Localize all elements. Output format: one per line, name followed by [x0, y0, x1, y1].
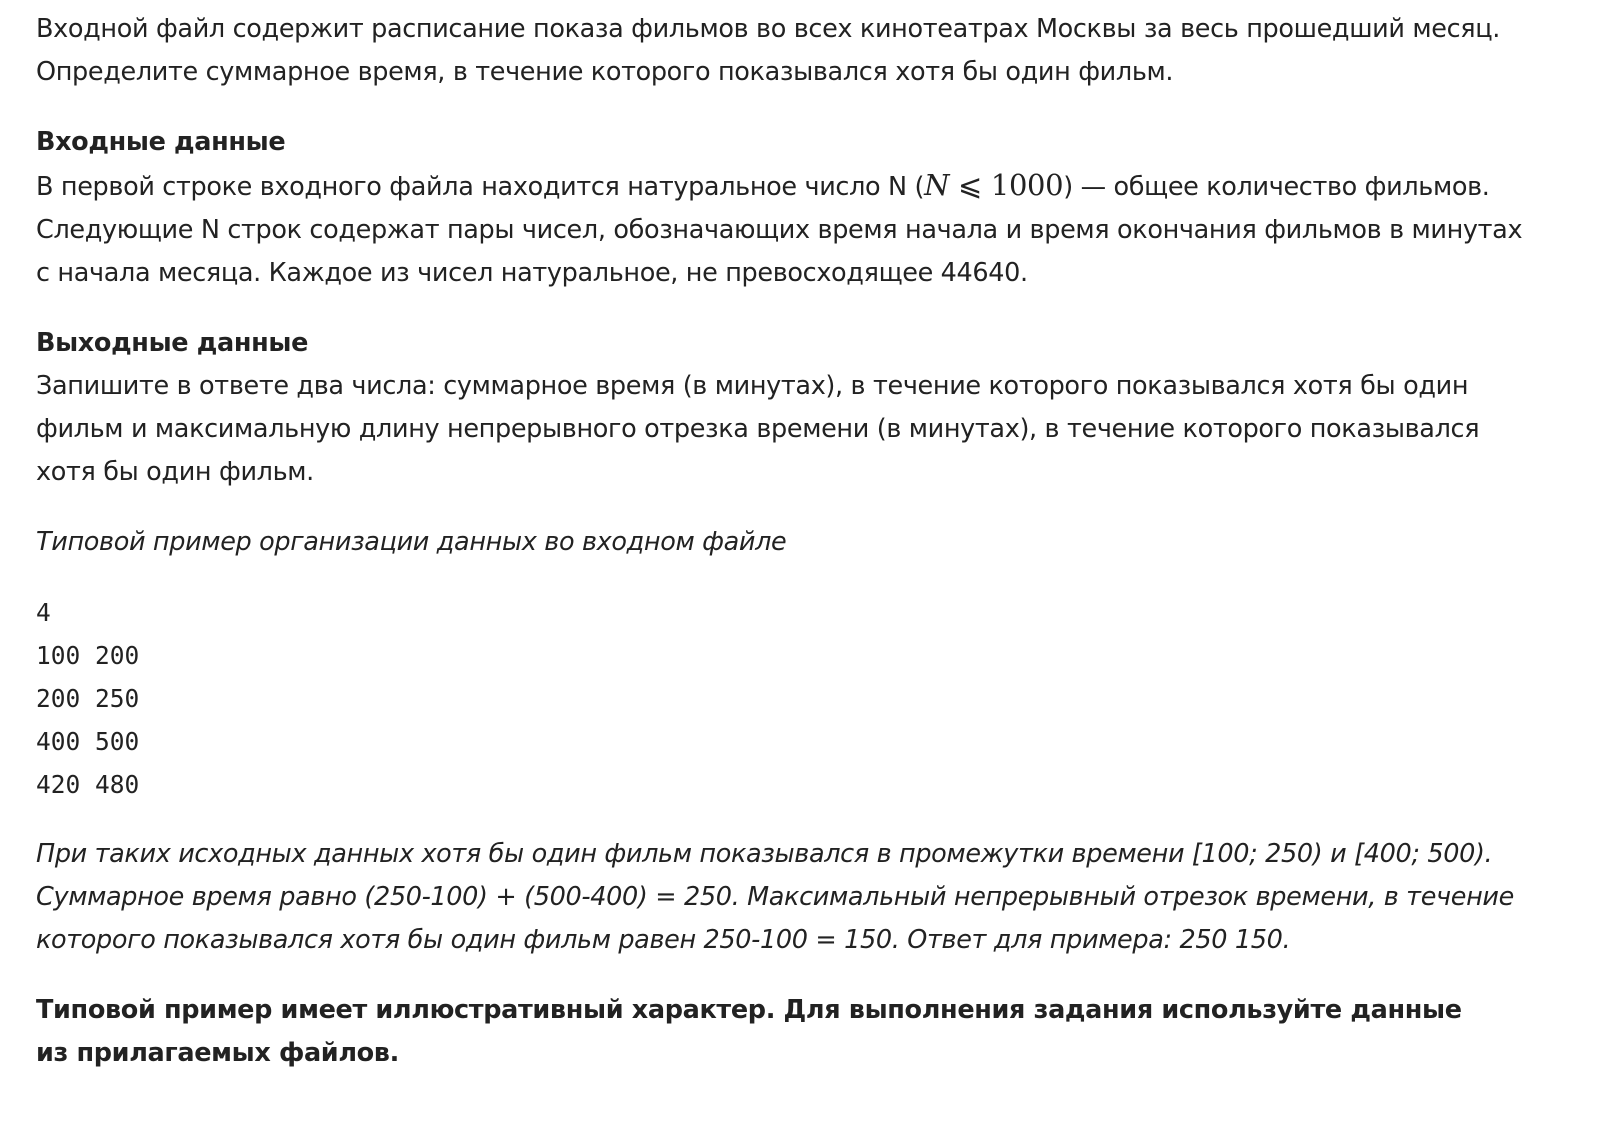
output-section [36, 322, 1564, 494]
input-line-1 [36, 164, 1564, 209]
input-line-2: Следующие N строк содержат пары чисел, обозначающих время начала и время окончания фильмов в минутах [36, 215, 1523, 245]
intro-paragraph [36, 8, 1564, 94]
output-line-1: Запишите в ответе два числа: суммарное время (в минутах), в течение которого показывался хотя бы один [36, 371, 1469, 401]
input-line-1-after: ) — общее количество фильмов. [1063, 172, 1490, 202]
code-line: 100 200 [36, 641, 140, 670]
note-line-2: из прилагаемых файлов. [36, 1038, 399, 1068]
note-line-1: Типовой пример имеет иллюстративный характер. Для выполнения задания используйте данные [36, 995, 1462, 1025]
input-math-op: ⩽ 1000 [949, 168, 1064, 202]
code-line: 400 500 [36, 727, 140, 756]
input-math-var: N [924, 168, 950, 202]
explanation-line-2: Суммарное время равно (250-100) + (500-400) = 250. Максимальный непрерывный отрезок времени, в течение [36, 882, 1514, 912]
code-line: 200 250 [36, 684, 140, 713]
intro-line-1: Входной файл содержит расписание показа фильмов во всех кинотеатрах Москвы за весь прошедший месяц. [36, 14, 1501, 44]
output-line-3: хотя бы один фильм. [36, 457, 314, 487]
input-heading: Входные данные [36, 127, 286, 157]
code-line: 4 [36, 598, 51, 627]
intro-line-2: Определите суммарное время, в течение которого показывался хотя бы один фильм. [36, 57, 1174, 87]
code-line: 420 480 [36, 770, 140, 799]
example-code-block [36, 591, 1564, 806]
output-line-2: фильм и максимальную длину непрерывного отрезка времени (в минутах), в течение которого показывался [36, 414, 1480, 444]
note-paragraph [36, 989, 1564, 1075]
input-math-formula [924, 168, 1063, 202]
input-section [36, 121, 1564, 295]
output-heading: Выходные данные [36, 328, 309, 358]
explanation-paragraph [36, 833, 1564, 962]
explanation-line-3: которого показывался хотя бы один фильм равен 250-100 = 150. Ответ для примера: 250 150. [36, 925, 1291, 955]
example-caption: Типовой пример организации данных во входном файле [36, 527, 787, 557]
input-line-3: с начала месяца. Каждое из чисел натуральное, не превосходящее 44640. [36, 258, 1028, 288]
input-line-1-before: В первой строке входного файла находится натуральное число N ( [36, 172, 925, 202]
explanation-line-1: При таких исходных данных хотя бы один фильм показывался в промежутки времени [100; 250) и [400; 500). [36, 839, 1493, 869]
